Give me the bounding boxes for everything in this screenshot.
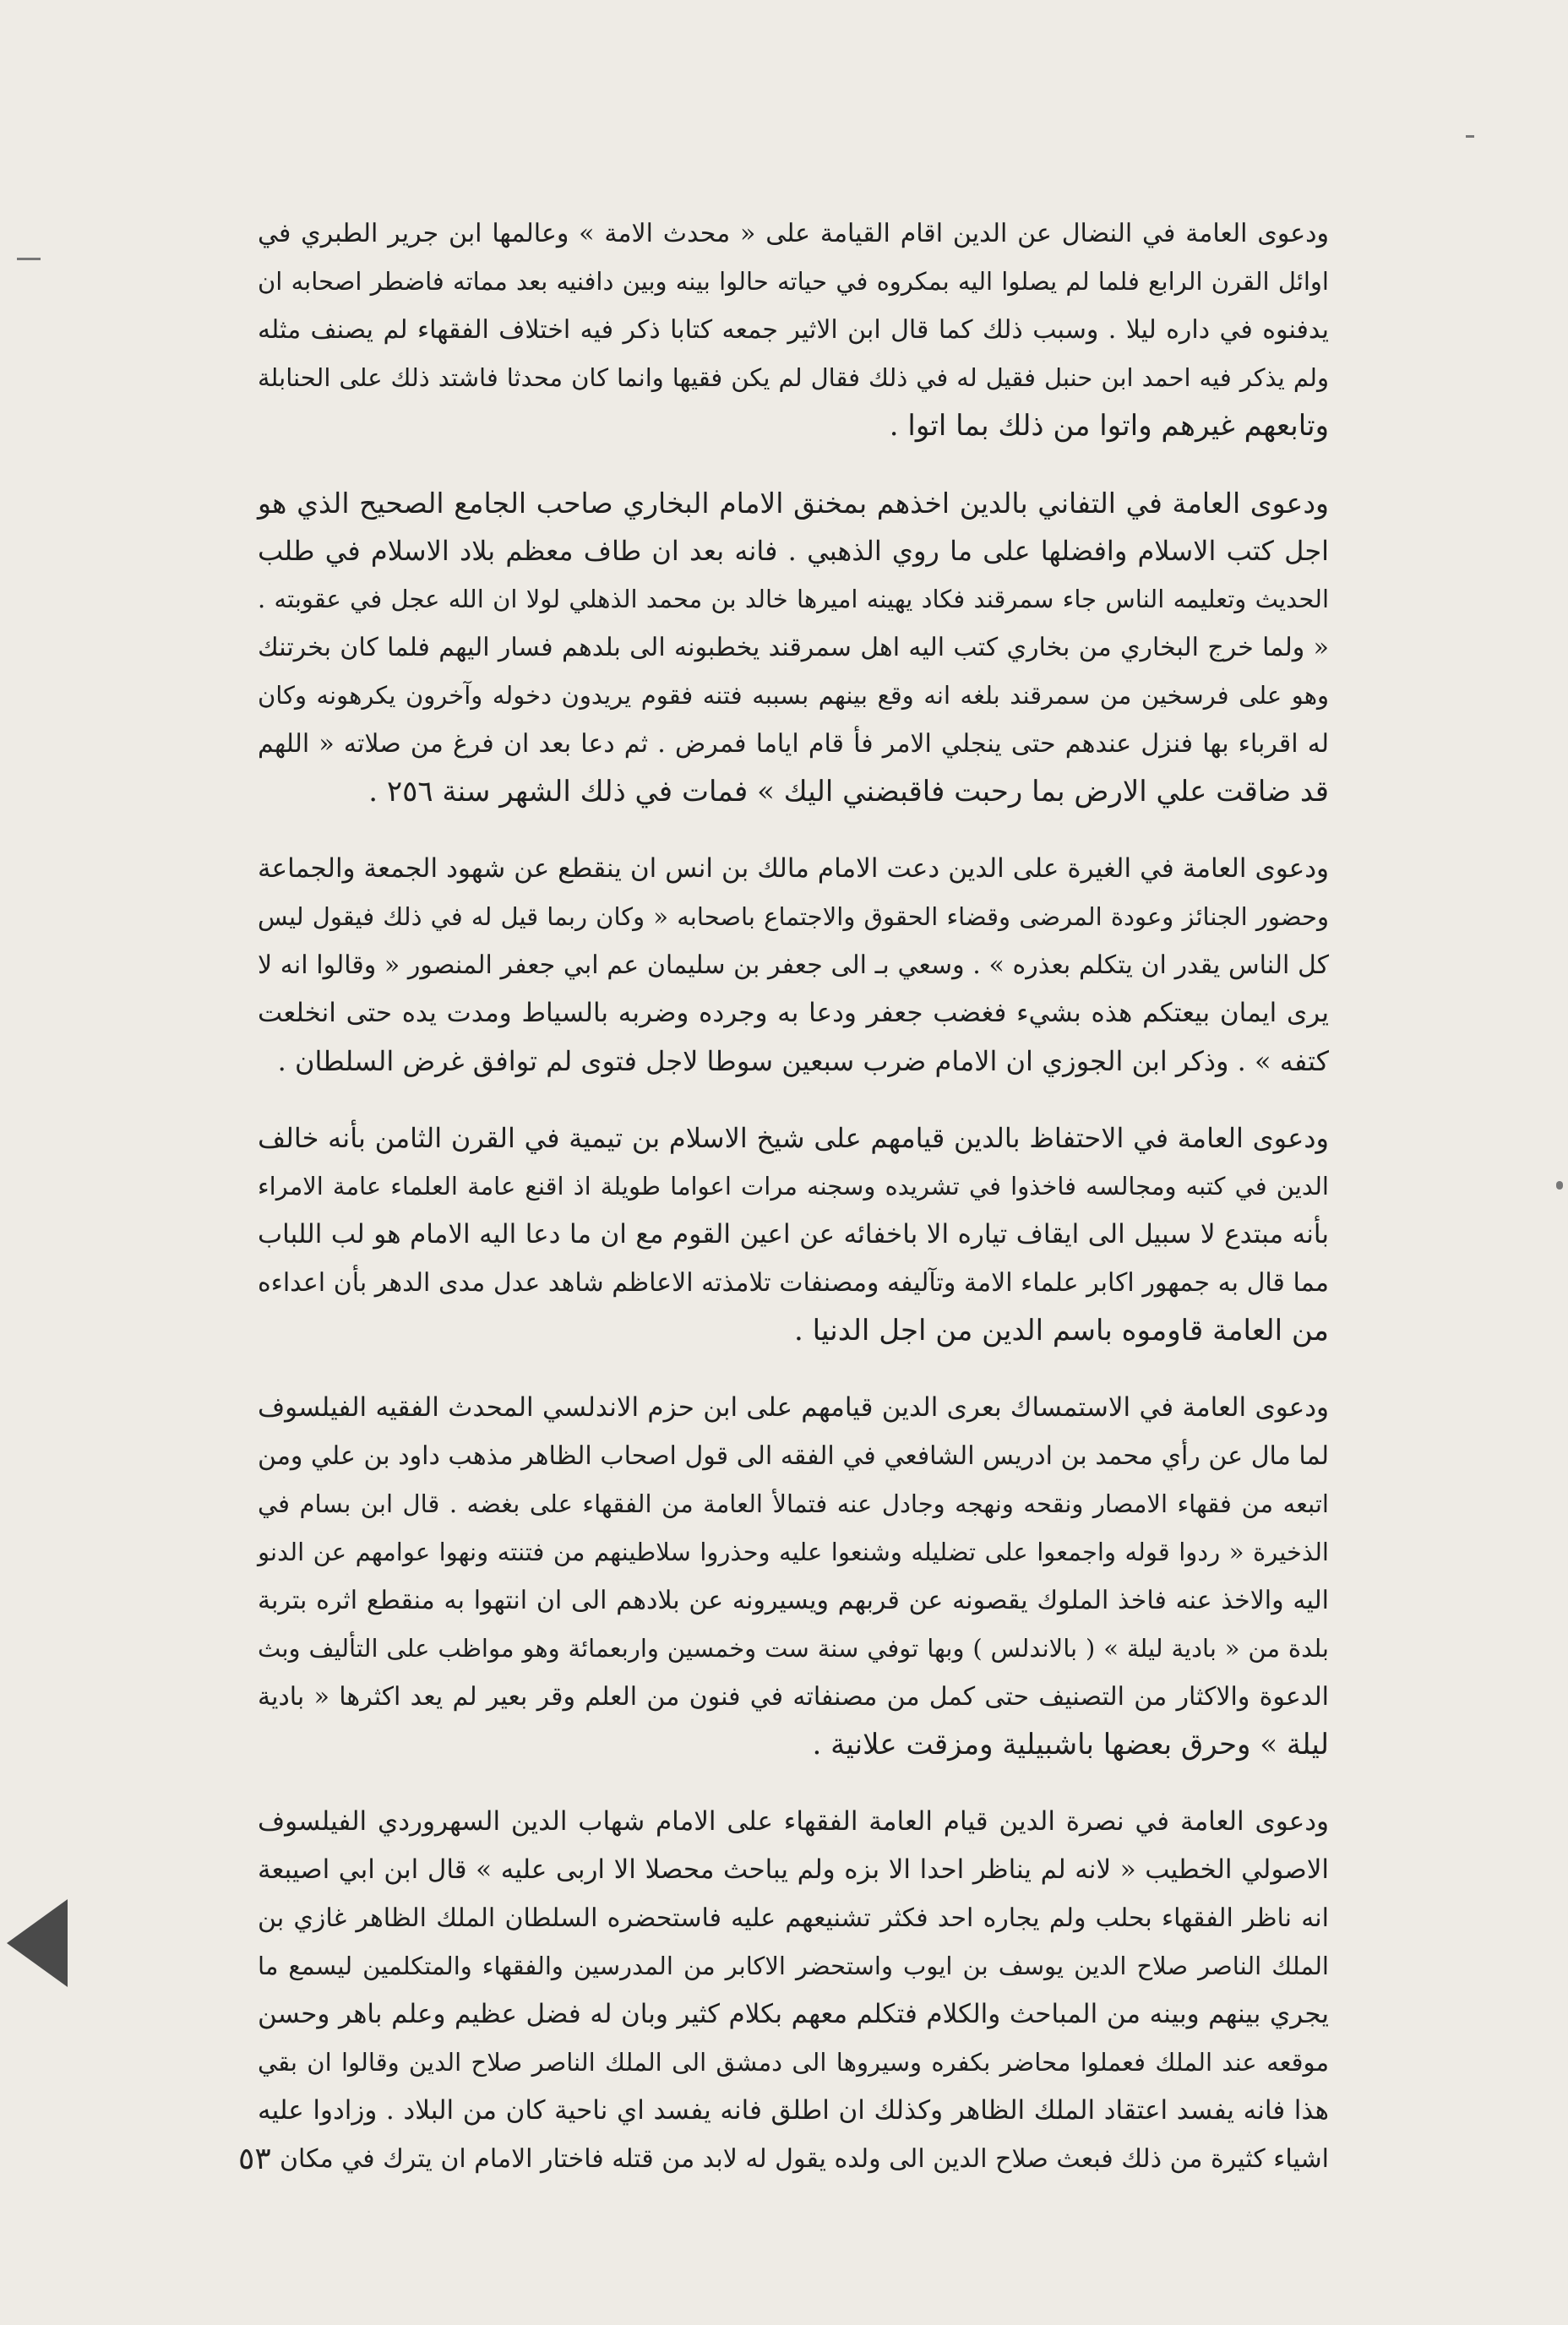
- text-line: ليلة » وحرق بعضها باشبيلية ومزقت علانية .: [812, 1728, 1329, 1761]
- text-line: وتابعهم غيرهم واتوا من ذلك بما اتوا .: [889, 409, 1329, 443]
- paragraph: [258, 845, 1329, 1086]
- scan-edge-mark: [1556, 1181, 1563, 1190]
- text-line: « ولما خرج البخاري من بخاري كتب اليه اهل سمرقند يخطبونه الى بلدهم فسار اليهم فلما كان بخرتنك: [258, 633, 1329, 662]
- text-line: يدفنوه في داره ليلا . وسبب ذلك كما قال ابن الاثير جمعه كتابا ذكر فيه اختلاف الفقهاء لم يصنف مثله: [258, 315, 1329, 345]
- text-line: الحديث وتعليمه الناس جاء سمرقند فكاد يهينه اميرها خالد بن محمد الذهلي لولا ان الله عجل في عقوبته .: [258, 585, 1329, 613]
- text-line: يجري بينهم وبينه من المباحث والكلام فتكلم معهم بكلام كثير وبان له فضل عظيم وعلم باهر وحسن: [258, 1999, 1329, 2029]
- triangle-marker-icon: [7, 1899, 68, 1987]
- page-number: ٥٣: [238, 2142, 271, 2176]
- text-line: الدعوة والاكثار من التصنيف حتى كمل من مصنفاته في فنون من العلم وقر بعير لم يعد اكثرها « بادية: [258, 1682, 1329, 1712]
- text-line: ودعوى العامة في الاستمساك بعرى الدين قيامهم على ابن حزم الاندلسي المحدث الفقيه الفيلسوف: [258, 1392, 1329, 1423]
- text-line: ودعوى العامة في نصرة الدين قيام العامة الفقهاء على الامام شهاب الدين السهروردي الفيلسوف: [258, 1806, 1329, 1837]
- paragraph: [258, 1384, 1329, 1769]
- scan-edge-mark: [1466, 135, 1474, 138]
- text-line: موقعه عند الملك فعملوا محاضر بكفره وسيروها الى دمشق الى الملك الناصر صلاح الدين وقالوا ان بقي: [258, 2048, 1329, 2077]
- text-line: بلدة من « بادية ليلة » ( بالاندلس ) وبها توفي سنة ست وخمسين واربعمائة وهو مواظب على التأليف وبث: [258, 1634, 1329, 1663]
- body-text: [258, 210, 1329, 2212]
- text-line: وحضور الجنائز وعودة المرضى وقضاء الحقوق والاجتماع باصحابه « وكان ربما قيل له في ذلك فيقول ليس: [258, 902, 1329, 931]
- text-line: ودعوى العامة في النضال عن الدين اقام القيامة على « محدث الامة » وعالمها ابن جرير الطبري في: [258, 219, 1329, 248]
- text-line: ودعوى العامة في التفاني بالدين اخذهم بمخنق الامام البخاري صاحب الجامع الصحيح الذي هو: [258, 487, 1329, 520]
- text-line: اتبعه من فقهاء الامصار ونقحه ونهجه وجادل عنه فتمالأ العامة من الفقهاء على بغضه . قال ابن بسام في: [258, 1489, 1329, 1518]
- text-line: له اقرباء بها فنزل عندهم حتى ينجلي الامر فأ قام اياما فمرض . ثم دعا بعد ان فرغ من صلاته « اللهم: [258, 729, 1329, 759]
- text-line: ودعوى العامة في الاحتفاظ بالدين قيامهم على شيخ الاسلام بن تيمية في القرن الثامن بأنه خالف: [258, 1122, 1330, 1154]
- paragraph: [258, 210, 1329, 450]
- text-line: مما قال به جمهور اكابر علماء الامة وتآليفه ومصنفات تلامذته الاعاظم شاهد عدل مدى الدهر بأن اعداءه: [258, 1268, 1329, 1298]
- text-line: هذا فانه يفسد اعتقاد الملك الظاهر وكذلك ان اطلق فانه يفسد اي ناحية كان من البلاد . وزادوا عليه: [258, 2095, 1329, 2126]
- text-line: الدين في كتبه ومجالسه فاخذوا في تشريده وسجنه مرات اعواما طويلة اذ اقنع عامة العلماء عامة الامراء: [258, 1172, 1329, 1201]
- paragraph: [258, 479, 1329, 816]
- text-line: انه ناظر الفقهاء بحلب ولم يجاره احد فكثر تشنيعهم عليه فاستحضره السلطان الملك الظاهر غازي بن: [258, 1903, 1329, 1933]
- text-line: من العامة قاوموه باسم الدين من اجل الدنيا .: [794, 1314, 1329, 1348]
- text-line: يرى ايمان بيعتكم هذه بشيء فغضب جعفر ودعا به وجرده وضربه بالسياط ومدت يده حتى انخلعت: [258, 998, 1329, 1028]
- text-line: اليه والاخذ عنه فاخذ الملوك يقصونه عن قربهم ويسيرونه عن بلادهم الى ان انتهوا به منقطع اثره بتربة: [258, 1586, 1329, 1615]
- text-line: وهو على فرسخين من سمرقند بلغه انه وقع بينهم بسببه فتنه فقوم يريدون دخوله وآخرون يكرهونه وكان: [258, 681, 1329, 710]
- scan-edge-mark: [17, 258, 41, 260]
- text-line: اوائل القرن الرابع فلما لم يصلوا اليه بمكروه في حياته حالوا بينه وبين دافنيه بعد مماته فاضطر اصحابه ان: [258, 267, 1329, 296]
- paragraph: [258, 1114, 1329, 1355]
- text-line: ولم يذكر فيه احمد ابن حنبل فقيل له في ذلك فقال لم يكن فقيها وانما كان محدثا فاشتد ذلك على الحنابلة: [258, 363, 1329, 392]
- text-line: بأنه مبتدع لا سبيل الى ايقاف تياره الا باخفائه عن اعين القوم مع ان ما دعا اليه الامام هو لب اللباب: [258, 1219, 1329, 1250]
- text-line: ودعوى العامة في الغيرة على الدين دعت الامام مالك بن انس ان ينقطع عن شهود الجمعة والجماعة: [258, 853, 1329, 884]
- text-line: قد ضاقت علي الارض بما رحبت فاقبضني اليك » فمات في ذلك الشهر سنة ٢٥٦ .: [368, 775, 1329, 809]
- text-line: الذخيرة « ردوا قوله واجمعوا على تضليله وشنعوا عليه وحذروا سلاطينهم من فتنته ونهوا عوامهم عن الدنو: [258, 1538, 1329, 1566]
- text-line: الاصولي الخطيب « لانه لم يناظر احدا الا بزه ولم يباحث محصلا الا اربى عليه » قال ابن ابي اصيبعة: [258, 1854, 1329, 1885]
- text-line: لما مال عن رأي محمد بن ادريس الشافعي في الفقه الى قول اصحاب الظاهر مذهب داود بن علي ومن: [258, 1441, 1329, 1471]
- text-line: كتفه » . وذكر ابن الجوزي ان الامام ضرب سبعين سوطا لاجل فتوى لم توافق غرض السلطان .: [277, 1045, 1329, 1077]
- text-line: اجل كتب الاسلام وافضلها على ما روي الذهبي . فانه بعد ان طاف معظم بلاد الاسلام في طلب: [258, 535, 1329, 567]
- text-line: الملك الناصر صلاح الدين يوسف بن ايوب واستحضر الاكابر من المدرسين والفقهاء والمتكلمين ليسمع ما: [258, 1952, 1329, 1980]
- text-line: اشياء كثيرة من ذلك فبعث صلاح الدين الى ولده يقول له لابد من قتله فاختار الامام ان يترك في مكان: [279, 2144, 1329, 2174]
- text-line: كل الناس يقدر ان يتكلم بعذره » . وسعي بـ الى جعفر بن سليمان عم ابي جعفر المنصور « وقالوا انه لا: [258, 950, 1329, 980]
- paragraph: [258, 1798, 1329, 2183]
